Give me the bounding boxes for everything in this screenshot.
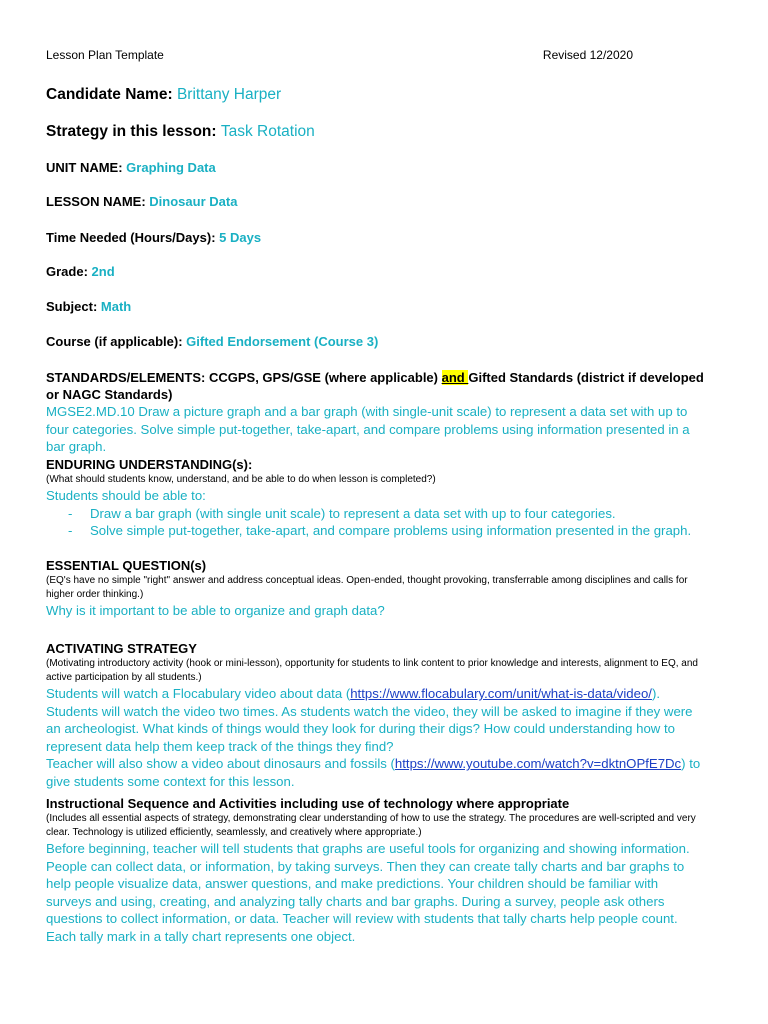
list-item: - Solve simple put-together, take-apart, and compare problems using information presented in the graph. [68, 522, 706, 540]
standards-heading-post: Gifted Standards (district if developed or NAGC Standards) [46, 370, 704, 402]
essential-body: Why is it important to be able to organize and graph data? [46, 603, 385, 618]
course-field [46, 334, 378, 349]
standards-heading-pre: STANDARDS/ELEMENTS: CCGPS, GPS/GSE (where applicable) [46, 370, 442, 385]
strategy-field [46, 123, 315, 141]
course-value: Gifted Endorsement (Course 3) [186, 334, 379, 349]
lesson-label: LESSON NAME: [46, 194, 146, 209]
enduring-intro: Students should be able to: [46, 488, 206, 503]
instructional-section [46, 795, 706, 946]
time-value: 5 Days [219, 230, 262, 245]
activating-section [46, 640, 706, 791]
flocabulary-link[interactable]: https://www.flocabulary.com/unit/what-is-data/video/ [350, 686, 652, 701]
lesson-field [46, 194, 237, 209]
candidate-field [46, 86, 281, 104]
subject-value: Math [100, 299, 132, 314]
activating-p2-text: Teacher will also show a video about dinosaurs and fossils ( [46, 756, 395, 772]
strategy-label: Strategy in this lesson: [46, 123, 217, 140]
time-field [46, 230, 261, 245]
activating-p2-rest: ) to give students some context for this lesson. [46, 756, 701, 789]
activating-p1-rest: ). Students will watch the video two times. As students watch the video, they will be asked to imagine if they were an archeologist. What kinds of things would they look for during their digs? How could understanding how to represent data help them keep track of the things they find? [46, 686, 693, 754]
youtube-link[interactable]: https://www.youtube.com/watch?v=dktnOPfE7Dc [394, 756, 682, 772]
standards-section [46, 369, 706, 456]
instructional-note: (Includes all essential aspects of strategy, demonstrating clear understanding of how to use the strategy. The procedures are well-scripted and very clear. Technology is utilized efficiently, seamlessly, and creatively where appropriate.) [46, 813, 696, 838]
course-label: Course (if applicable): [46, 334, 183, 349]
unit-field [46, 160, 216, 175]
subject-label: Subject: [46, 299, 98, 314]
revision-date: Revised 12/2020 [542, 48, 633, 62]
essential-section [46, 557, 706, 620]
unit-label: UNIT NAME: [46, 160, 123, 175]
lesson-value: Dinosaur Data [149, 194, 238, 209]
activating-note: (Motivating introductory activity (hook or mini-lesson), opportunity for students to link content to prior knowledge and interests, alignment to EQ, and active participation by all students.) [46, 658, 698, 683]
grade-label: Grade: [46, 264, 88, 279]
instructional-body: Before beginning, teacher will tell students that graphs are useful tools for organizing and showing information. People can collect data, or information, by taking surveys. Then they can create tally charts and bar graphs to help people visualize data, answer questions, and make predictions. Your children should be familiar with surveys and using, creating, and analyzing tally charts and bar graphs. During a survey, people ask others questions to collect information, or data. Teacher will review with students that tally charts help people count. Each tally mark in a tally chart represents one object. [46, 841, 690, 944]
activating-paragraph-1 [46, 685, 706, 755]
enduring-list [46, 505, 706, 540]
activating-paragraph-2 [46, 755, 706, 790]
template-title: Lesson Plan Template [46, 48, 164, 62]
grade-field [46, 264, 115, 279]
time-label: Time Needed (Hours/Days): [46, 230, 216, 245]
grade-value: 2nd [91, 264, 115, 279]
enduring-section [46, 456, 706, 540]
strategy-value: Task Rotation [220, 123, 315, 140]
enduring-note: (What should students know, understand, and be able to do when lesson is completed?) [46, 474, 436, 485]
candidate-value: Brittany Harper [176, 86, 282, 103]
candidate-label: Candidate Name: [46, 86, 173, 103]
instructional-heading: Instructional Sequence and Activities including use of technology where appropriate [46, 796, 570, 811]
subject-field [46, 299, 131, 314]
list-item: - Draw a bar graph (with single unit scale) to represent a data set with up to four categories. [68, 505, 706, 523]
standards-body: MGSE2.MD.10 Draw a picture graph and a bar graph (with single-unit scale) to represent a data set with up to four categories. Solve simple put-together, take-apart, and compare problems using information presented in a bar graph. [46, 404, 690, 455]
enduring-heading: ENDURING UNDERSTANDING(s): [46, 457, 253, 472]
standards-heading [46, 369, 706, 403]
activating-heading: ACTIVATING STRATEGY [46, 641, 197, 656]
essential-heading: ESSENTIAL QUESTION(s) [46, 558, 207, 573]
unit-value: Graphing Data [126, 160, 216, 175]
highlighted-and: and [441, 370, 469, 385]
essential-note: (EQ's have no simple "right" answer and address conceptual ideas. Open-ended, thought provoking, transferrable among disciplines and calls for higher order thinking.) [46, 575, 688, 600]
activating-p1-text: Students will watch a Flocabulary video about data ( [46, 686, 351, 701]
